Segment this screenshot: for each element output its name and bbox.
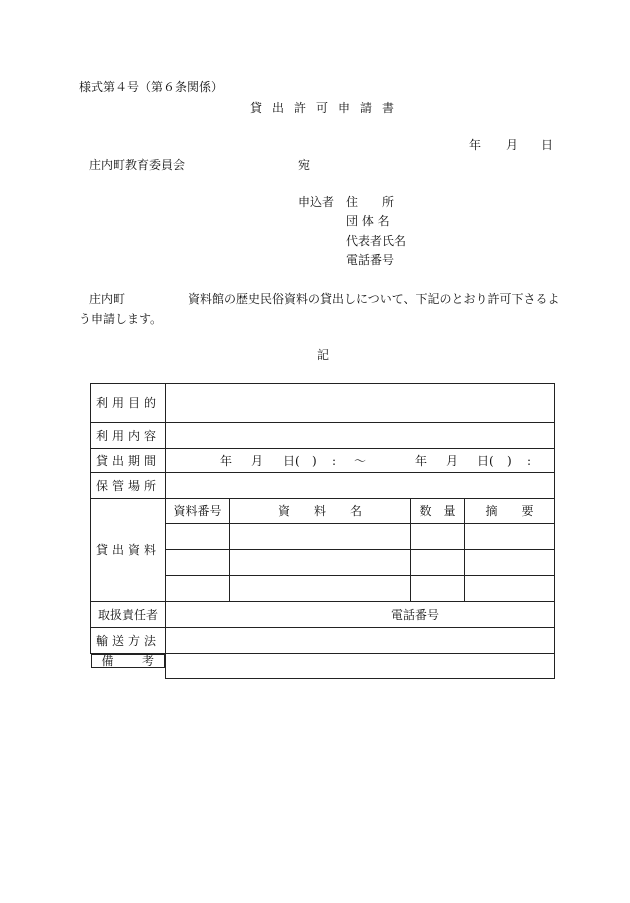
- label-period: 貸出期間: [91, 449, 166, 473]
- material-qty-cell[interactable]: [411, 524, 465, 550]
- row-content: [91, 423, 555, 449]
- applicant-address-label: 住 所: [346, 195, 395, 209]
- loan-application-table: [90, 383, 555, 679]
- period-end-year: 年: [415, 453, 428, 468]
- material-note-cell[interactable]: [465, 576, 555, 602]
- row-transport: [91, 628, 555, 654]
- document-title: 貸出許可申請書: [250, 101, 405, 115]
- responsible-phone-label: 電話番号: [391, 607, 440, 622]
- period-start-year: 年: [220, 453, 233, 468]
- material-name-cell[interactable]: [230, 550, 411, 576]
- applicant-phone-label: 電話番号: [346, 253, 395, 267]
- content-field[interactable]: [166, 423, 555, 449]
- row-materials-header: [91, 499, 555, 524]
- applicant-representative-label: 代表者氏名: [346, 234, 407, 248]
- col-quantity: 数 量: [411, 499, 465, 524]
- body-town: 庄内町: [89, 292, 126, 306]
- period-field[interactable]: [166, 449, 555, 473]
- remarks-label-right: 考: [141, 654, 154, 668]
- period-end-day: 日(: [477, 453, 494, 468]
- col-material-name: 資 料 名: [230, 499, 411, 524]
- form-number: 様式第４号（第６条関係）: [79, 80, 224, 94]
- remarks-field[interactable]: [166, 654, 555, 679]
- material-note-cell[interactable]: [465, 550, 555, 576]
- label-purpose: 利用目的: [91, 384, 166, 423]
- label-content: 利用内容: [91, 423, 166, 449]
- col-summary: 摘 要: [465, 499, 555, 524]
- period-end-month: 月: [446, 453, 459, 468]
- material-number-cell[interactable]: [166, 576, 230, 602]
- row-purpose: [91, 384, 555, 423]
- material-number-cell[interactable]: [166, 524, 230, 550]
- record-mark: 記: [317, 348, 330, 362]
- period-tilde: ～: [354, 453, 367, 468]
- period-start-month: 月: [251, 453, 264, 468]
- material-qty-cell[interactable]: [411, 576, 465, 602]
- row-period: [91, 449, 555, 473]
- recipient-honorific: 宛: [298, 158, 311, 172]
- row-storage: [91, 473, 555, 499]
- material-name-cell[interactable]: [230, 576, 411, 602]
- row-responsible: [91, 602, 555, 628]
- period-end-colon: :: [527, 453, 532, 468]
- transport-field[interactable]: [166, 628, 555, 654]
- period-end-paren: ): [507, 453, 512, 468]
- responsible-field[interactable]: [166, 602, 555, 628]
- label-transport: 輸送方法: [91, 628, 166, 654]
- material-number-cell[interactable]: [166, 550, 230, 576]
- row-remarks: [91, 654, 555, 679]
- col-material-number: 資料番号: [166, 499, 230, 524]
- date-day: 日: [541, 138, 554, 152]
- applicant-label: 申込者: [298, 195, 335, 209]
- period-start-paren: ): [312, 453, 317, 468]
- recipient-name: 庄内町教育委員会: [89, 158, 186, 172]
- label-materials: 貸出資料: [91, 499, 166, 602]
- body-text-line2: う申請します。: [79, 312, 163, 326]
- purpose-field[interactable]: [166, 384, 555, 423]
- period-start-day: 日(: [283, 453, 300, 468]
- date-month: 月: [506, 138, 519, 152]
- applicant-group-label: 団 体 名: [346, 214, 390, 228]
- label-storage: 保管場所: [91, 473, 166, 499]
- date-year: 年: [469, 138, 482, 152]
- material-name-cell[interactable]: [230, 524, 411, 550]
- storage-field[interactable]: [166, 473, 555, 499]
- remarks-label-left: 備: [101, 654, 114, 668]
- label-responsible: 取扱責任者: [91, 602, 166, 628]
- label-remarks: [91, 654, 166, 668]
- material-note-cell[interactable]: [465, 524, 555, 550]
- body-text-line1: 資料館の歴史民俗資料の貸出しについて、下記のとおり許可下さるよ: [188, 292, 560, 306]
- period-start-colon: :: [332, 453, 337, 468]
- material-qty-cell[interactable]: [411, 550, 465, 576]
